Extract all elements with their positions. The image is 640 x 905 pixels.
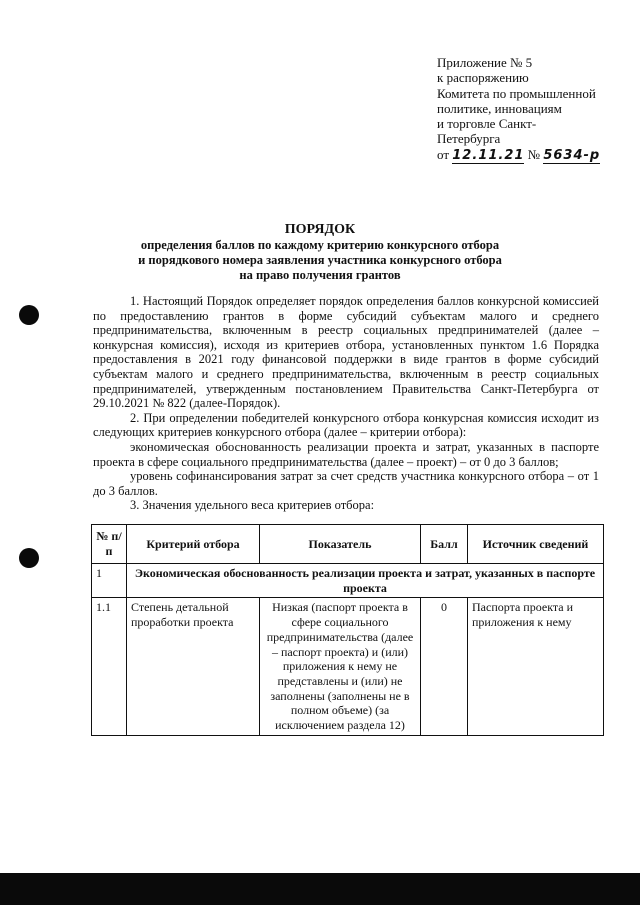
punch-hole-top bbox=[19, 305, 39, 325]
punch-hole-bottom bbox=[19, 548, 39, 568]
subtitle-line: и порядкового номера заявления участника конкурсного отбора bbox=[138, 253, 502, 267]
paragraph-criterion-economic: экономическая обоснованность реализации проекта и затрат, указанных в паспорте проекта в сфере социального предпринимательства (далее – проект) – от 0 до 3 баллов; bbox=[93, 439, 599, 469]
paragraph-3: 3. Значения удельного веса критериев отбора: bbox=[130, 498, 375, 513]
header-indicator: Показатель bbox=[260, 525, 421, 564]
row-score: 0 bbox=[421, 598, 468, 735]
subtitle-line: на право получения грантов bbox=[239, 268, 401, 282]
paragraph-1: 1. Настоящий Порядок определяет порядок определения баллов конкурсной комиссией по предоставлению грантов в форме субсидий субъектам малого и среднего предпринимательства, включенным в реестр социальных предпринимателей (далее – конкурсная комиссия), исходя из критериев отбора, установленных пунктом 1.6 Порядка предоставления в 2021 году финансовой поддержки в виде грантов в форме субсидий субъектам малого и среднего предпринимательства, включенным в реестр социальных предпринимателей, утвержденным постановлением Правительства Санкт-Петербурга от 29.10.2021 № 822 (далее-Порядок). bbox=[93, 294, 599, 411]
handwritten-date: 12.11.21 bbox=[452, 147, 525, 163]
paragraph-2: 2. При определении победителей конкурсного отбора конкурсная комиссия исходит из следующих критериев конкурсного отбора (далее – критерии отбора): bbox=[93, 410, 599, 440]
date-prefix: от bbox=[437, 146, 450, 162]
appendix-line: Приложение № 5 bbox=[437, 55, 533, 70]
criteria-table bbox=[91, 524, 604, 736]
row-source: Паспорта проекта и приложения к нему bbox=[468, 598, 604, 735]
section-title: Экономическая обоснованность реализации проекта и затрат, указанных в паспорте проекта bbox=[127, 564, 604, 598]
row-num: 1.1 bbox=[92, 598, 127, 735]
appendix-line: Петербурга bbox=[437, 131, 501, 147]
row-criterion: Степень детальной проработки проекта bbox=[127, 598, 260, 735]
appendix-line: политике, инновациям bbox=[437, 100, 562, 116]
table-row bbox=[92, 598, 604, 735]
appendix-line: и торговле Санкт- bbox=[437, 116, 537, 132]
number-prefix: № bbox=[527, 146, 541, 162]
section-num: 1 bbox=[92, 564, 127, 598]
appendix-line: к распоряжению bbox=[437, 70, 529, 86]
document-subtitle bbox=[60, 238, 580, 283]
row-indicator: Низкая (паспорт проекта в сфере социального предпринимательства (далее – паспорт проекта) и (или) приложения к нему не представлены и (или) не заполнены (заполнены не в полном объеме) (за исключением раздела 12) bbox=[260, 598, 421, 735]
subtitle-line: определения баллов по каждому критерию конкурсного отбора bbox=[140, 238, 500, 252]
header-source: Источник сведений bbox=[468, 525, 604, 564]
document-body bbox=[93, 294, 599, 513]
appendix-block bbox=[437, 55, 612, 164]
table-section-row bbox=[92, 564, 604, 598]
appendix-date-line bbox=[437, 147, 600, 162]
table-header-row bbox=[92, 525, 604, 564]
document-title: ПОРЯДОК bbox=[284, 222, 356, 237]
header-score: Балл bbox=[421, 525, 468, 564]
header-criterion: Критерий отбора bbox=[127, 525, 260, 564]
appendix-line: Комитета по промышленной bbox=[437, 85, 596, 101]
paragraph-criterion-cofinancing: уровень софинансирования затрат за счет средств участника конкурсного отбора – от 1 до 3 баллов. bbox=[93, 469, 599, 498]
scan-bottom-edge bbox=[0, 873, 640, 905]
header-num: № п/п bbox=[92, 525, 127, 564]
handwritten-number: 5634-р bbox=[543, 147, 601, 163]
